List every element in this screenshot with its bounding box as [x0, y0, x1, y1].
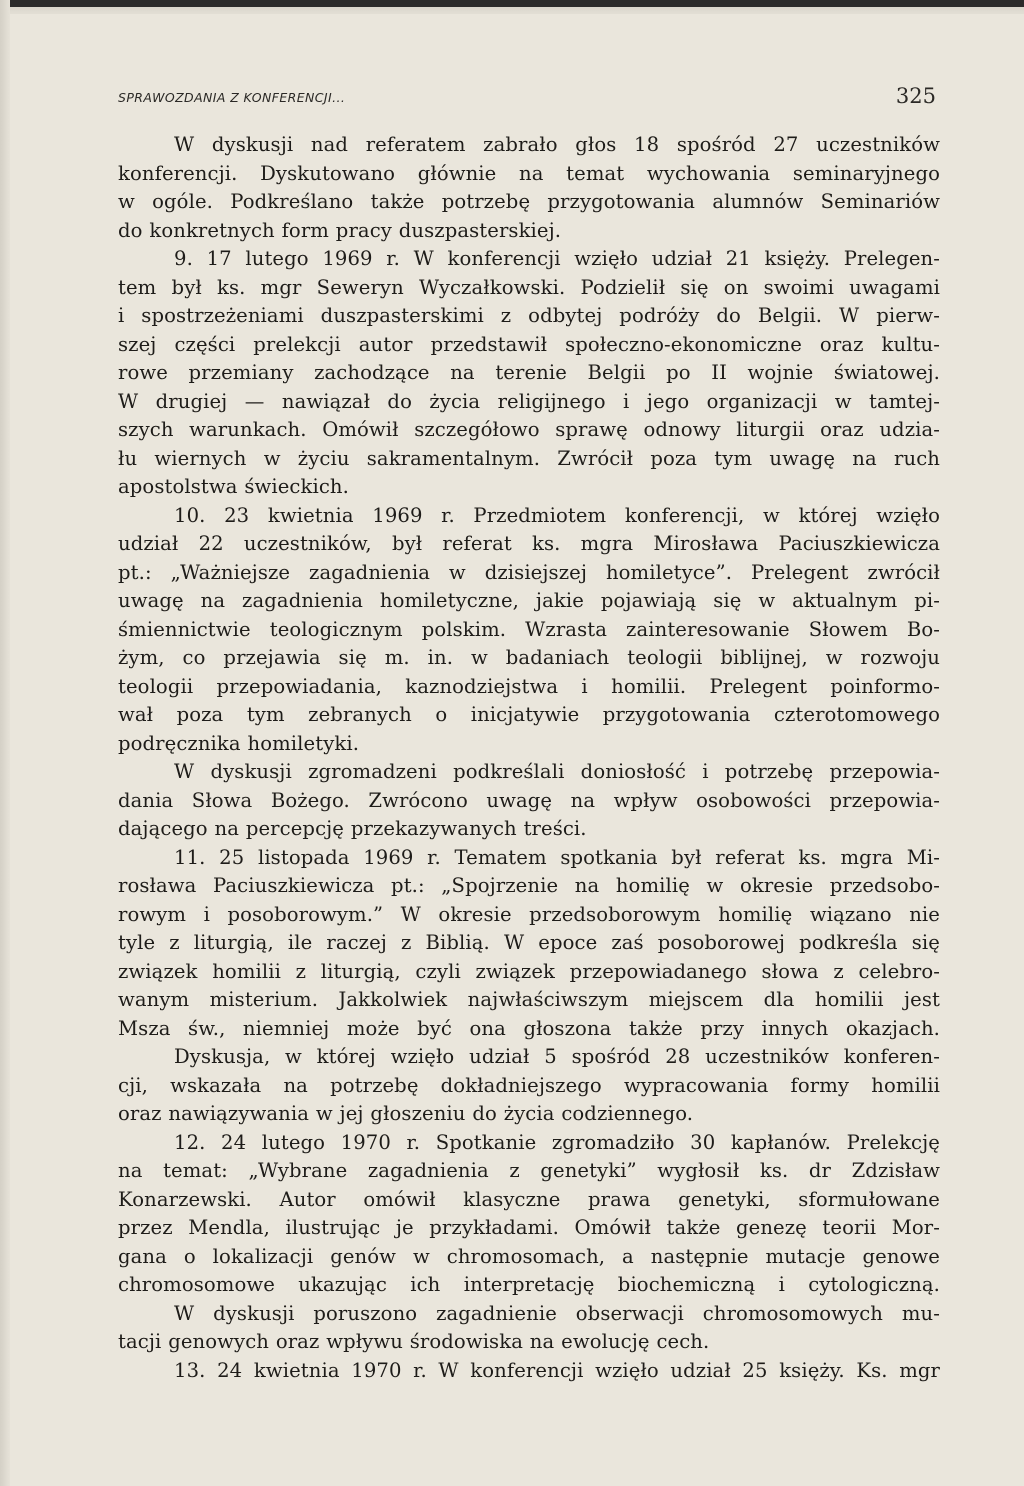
text-line: W dyskusji poruszono zagadnienie obserwacji chromosomowych mu- — [174, 1301, 940, 1325]
text-line: Msza św., niemniej może być ona głoszona także przy innych okazjach. — [118, 1016, 940, 1040]
text-line: śmiennictwie teologicznym polskim. Wzrasta zainteresowanie Słowem Bo- — [118, 617, 940, 641]
text-line: oraz nawiązywania w jej głoszeniu do życia codziennego. — [118, 1102, 694, 1125]
text-line: podręcznika homiletyki. — [118, 731, 360, 755]
text-line: teologii przepowiadania, kaznodziejstwa i homilii. Prelegent poinformo- — [118, 674, 940, 698]
text-line: Dyskusja, w której wzięło udział 5 spośród 28 uczestników konferen- — [174, 1045, 940, 1068]
text-line: W dyskusji zgromadzeni podkreślali doniosłość i potrzebę przepowia- — [174, 760, 940, 783]
text-line: 9. 17 lutego 1969 r. W konferencji wzięło udział 21 księży. Prelegen- — [174, 247, 940, 270]
text-line: gana o lokalizacji genów w chromosomach, a następnie mutacje genowe — [118, 1244, 940, 1268]
text-line: wał poza tym zebranych o inicjatywie przygotowania czterotomowego — [118, 703, 940, 726]
body-text — [118, 131, 940, 1385]
running-header — [118, 84, 940, 114]
text-line: cji, wskazała na potrzebę dokładniejszego wypracowania formy homilii — [118, 1073, 940, 1097]
text-line: udział 22 uczestników, był referat ks. mgra Mirosława Paciuszkiewicza — [118, 532, 940, 555]
text-line: 11. 25 listopada 1969 r. Tematem spotkania był referat ks. mgra Mi- — [174, 845, 940, 869]
text-line: do konkretnych form pracy duszpasterskiej. — [118, 218, 562, 242]
text-line: związek homilii z liturgią, czyli związek przepowiadanego słowa z celebro- — [118, 959, 940, 983]
text-line: tacji genowych oraz wpływu środowiska na ewolucję cech. — [118, 1330, 710, 1353]
text-line: konferencji. Dyskutowano głównie na temat wychowania seminaryjnego — [118, 161, 940, 185]
text-line: tem był ks. mgr Seweryn Wyczałkowski. Podzielił się on swoimi uwagami — [118, 275, 940, 299]
text-line: uwagę na zagadnienia homiletyczne, jakie pojawiają się w aktualnym pi- — [118, 589, 940, 612]
text-line: W dyskusji nad referatem zabrało głos 18 spośród 27 uczestników — [174, 133, 940, 156]
text-line: na temat: „Wybrane zagadnienia z genetyki” wygłosił ks. dr Zdzisław — [118, 1159, 940, 1182]
text-line: szych warunkach. Omówił szczegółowo sprawę odnowy liturgii oraz udzia- — [118, 418, 940, 441]
text-line: dającego na percepcję przekazywanych treści. — [118, 817, 587, 840]
running-title: SPRAWOZDANIA Z KONFERENCJI... — [118, 90, 346, 105]
text-line: apostolstwa świeckich. — [118, 475, 349, 498]
text-line: szej części prelekcji autor przedstawił społeczno-ekonomiczne oraz kultu- — [118, 332, 940, 356]
text-line: rosława Paciuszkiewicza pt.: „Spojrzenie na homilię w okresie przedsobo- — [118, 874, 940, 897]
text-line: łu wiernych w życiu sakramentalnym. Zwrócił poza tym uwagę na ruch — [118, 446, 940, 470]
text-line: dania Słowa Bożego. Zwrócono uwagę na wpływ osobowości przepowia- — [118, 788, 940, 812]
text-line: przez Mendla, ilustrując je przykładami. Omówił także genezę teorii Mor- — [118, 1216, 940, 1239]
text-line: rowe przemiany zachodzące na terenie Belgii po II wojnie światowej. — [118, 361, 940, 384]
text-line: wanym misterium. Jakkolwiek najwłaściwszym miejscem dla homilii jest — [118, 988, 940, 1011]
text-line: Konarzewski. Autor omówił klasyczne prawa genetyki, sformułowane — [118, 1187, 940, 1211]
text-line: 13. 24 kwietnia 1970 r. W konferencji wzięło udział 25 księży. Ks. mgr — [174, 1358, 940, 1382]
text-line: pt.: „Ważniejsze zagadnienia w dzisiejszej homiletyce”. Prelegent zwrócił — [118, 560, 940, 584]
text-line: rowym i posoborowym.” W okresie przedsoborowym homilię wiązano nie — [118, 902, 940, 926]
text-line: w ogóle. Podkreślano także potrzebę przygotowania alumnów Seminariów — [118, 190, 940, 213]
text-line: i spostrzeżeniami duszpasterskimi z odbytej podróży do Belgii. W pierw- — [118, 304, 940, 327]
text-line: chromosomowe ukazując ich interpretację biochemiczną i cytologiczną. — [118, 1273, 940, 1296]
page-number: 325 — [895, 84, 936, 108]
text-line: 12. 24 lutego 1970 r. Spotkanie zgromadziło 30 kapłanów. Prelekcję — [174, 1130, 940, 1154]
text-line: 10. 23 kwietnia 1969 r. Przedmiotem konferencji, w której wzięło — [174, 503, 940, 527]
text-line: tyle z liturgią, ile raczej z Biblią. W epoce zaś posoborowej podkreśla się — [118, 931, 940, 954]
text-line: żym, co przejawia się m. in. w badaniach teologii biblijnej, w rozwoju — [118, 646, 940, 669]
text-line: W drugiej — nawiązał do życia religijnego i jego organizacji w tamtej- — [118, 389, 940, 413]
